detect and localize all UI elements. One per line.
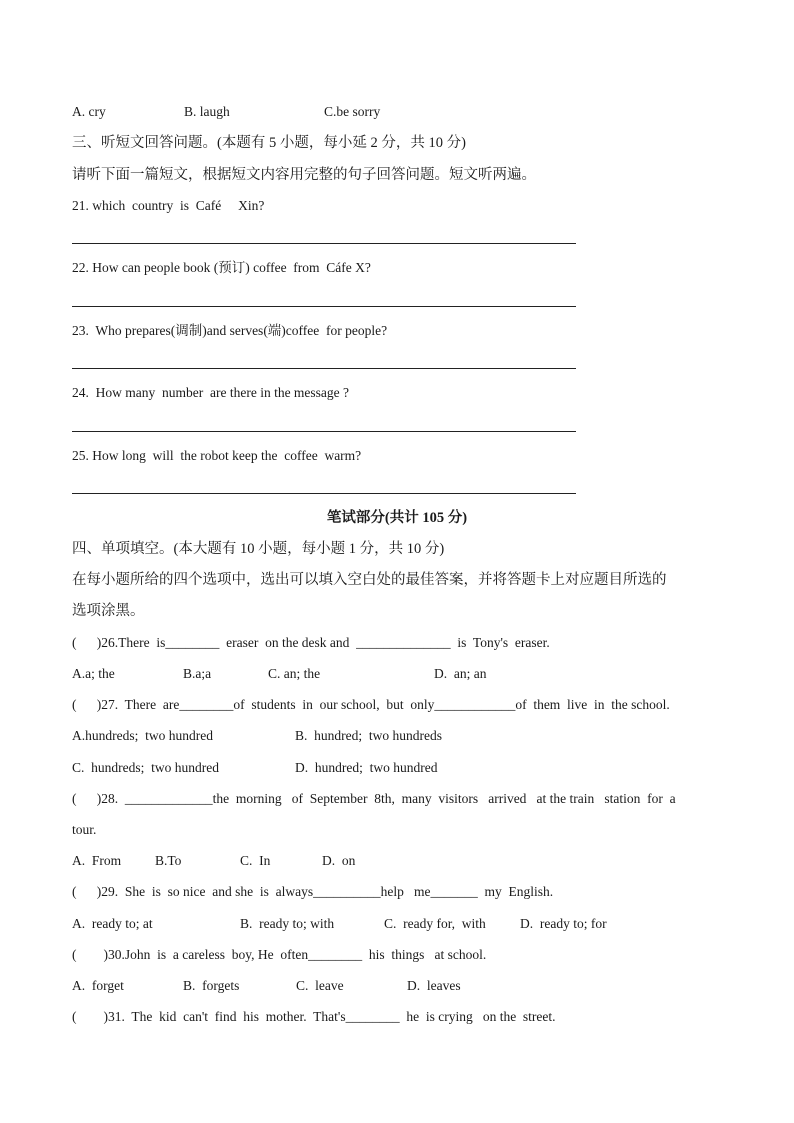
answer-line-21[interactable] xyxy=(72,243,576,244)
q28-option-d: D. on xyxy=(322,853,356,868)
section4-instruction-line1: 在每小题所给的四个选项中，选出可以填入空白处的最佳答案，并将答题卡上对应题目所选的 xyxy=(72,572,667,588)
q27-option-d: D. hundred; two hundred xyxy=(295,760,438,775)
question-22: 22. How can people book (预订) coffee from Cáfe X? xyxy=(72,260,371,275)
q30-option-a: A. forget xyxy=(72,978,124,993)
section4-instruction-line2: 选项涂黑。 xyxy=(72,603,145,619)
answer-line-24[interactable] xyxy=(72,431,576,432)
answer-line-23[interactable] xyxy=(72,368,576,369)
question-24: 24. How many number are there in the message ? xyxy=(72,385,350,400)
top-option-a: A. cry xyxy=(72,104,106,119)
section3-instruction: 请听下面一篇短文，根据短文内容用完整的句子回答问题。短文听两遍。 xyxy=(72,167,536,183)
q27-option-c: C. hundreds; two hundred xyxy=(72,760,219,775)
q27-option-b: B. hundred; two hundreds xyxy=(295,728,442,743)
q30-option-d: D. leaves xyxy=(407,978,461,993)
written-part-heading: 笔试部分(共计 105 分) xyxy=(326,510,468,526)
question-31: ( )31. The kid can't find his mother. That's________ he is crying on the street. xyxy=(72,1009,556,1024)
top-option-c: C.be sorry xyxy=(324,104,381,119)
q27-option-a: A.hundreds; two hundred xyxy=(72,728,213,743)
question-25: 25. How long will the robot keep the coffee warm? xyxy=(72,448,362,463)
q26-option-b: B.a;a xyxy=(183,666,212,681)
q29-option-d: D. ready to; for xyxy=(520,916,607,931)
top-option-b: B. laugh xyxy=(184,104,230,119)
q30-option-c: C. leave xyxy=(296,978,344,993)
question-28: ( )28. _____________the morning of September 8th, many visitors arrived at the train station for a xyxy=(72,791,676,806)
q26-option-a: A.a; the xyxy=(72,666,115,681)
q26-option-d: D. an; an xyxy=(434,666,487,681)
q26-option-c: C. an; the xyxy=(268,666,321,681)
q30-option-b: B. forgets xyxy=(183,978,240,993)
q28-option-c: C. In xyxy=(240,853,271,868)
section3-title: 三、听短文回答问题。(本题有 5 小题，每小延 2 分，共 10 分) xyxy=(72,135,466,151)
question-27: ( )27. There are________of students in our school, but only____________of them live in the school. xyxy=(72,697,670,712)
q29-option-c: C. ready for, with xyxy=(384,916,486,931)
question-28-continued: tour. xyxy=(72,822,97,837)
section4-title: 四、单项填空。(本大题有 10 小题，每小题 1 分，共 10 分) xyxy=(72,541,445,557)
question-30: ( )30.John is a careless boy, He often________ his things at school. xyxy=(72,947,487,962)
q29-option-a: A. ready to; at xyxy=(72,916,153,931)
question-26: ( )26.There is________ eraser on the desk and ______________ is Tony's eraser. xyxy=(72,635,550,650)
q28-option-b: B.To xyxy=(155,853,182,868)
answer-line-25[interactable] xyxy=(72,493,576,494)
q29-option-b: B. ready to; with xyxy=(240,916,335,931)
answer-line-22[interactable] xyxy=(72,306,576,307)
question-29: ( )29. She is so nice and she is always__________help me_______ my English. xyxy=(72,884,554,899)
q28-option-a: A. From xyxy=(72,853,122,868)
question-21: 21. which country is Café Xin? xyxy=(72,198,265,213)
question-23: 23. Who prepares(调制)and serves(端)coffee for people? xyxy=(72,323,388,338)
